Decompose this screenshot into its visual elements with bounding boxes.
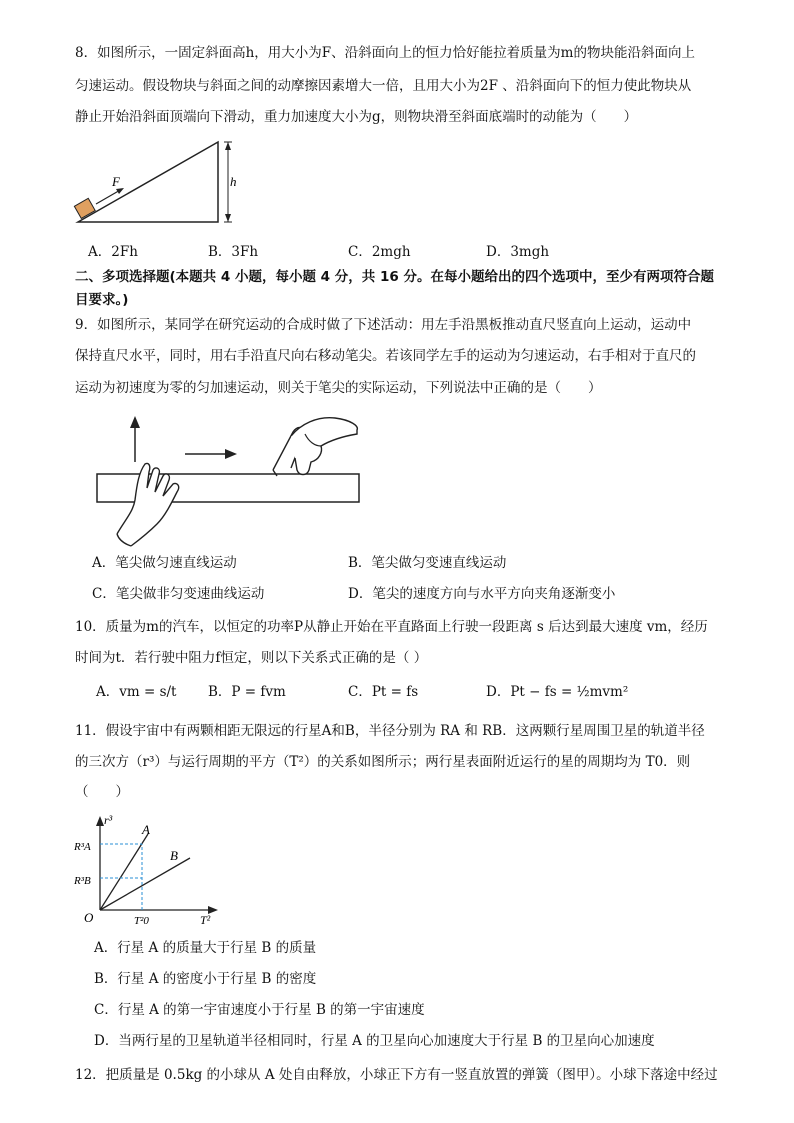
q8-force-label: F — [112, 174, 120, 189]
q11-tick-t0: T²0 — [134, 915, 149, 927]
q11-tick-ra: R³A — [74, 841, 91, 853]
q9-option-d: D．笔尖的速度方向与水平方向夹角逐渐变小 — [348, 586, 616, 602]
q8-option-c: C．2mgh — [348, 244, 411, 260]
q11-line-1: 11．假设宇宙中有两颗相距无限远的行星A和B，半径分别为 RA 和 RB．这两颗行星周围卫星的轨道半径 — [75, 723, 705, 739]
q11-option-a: A．行星 A 的质量大于行星 B 的质量 — [94, 940, 317, 956]
q8-height-label: h — [230, 174, 237, 189]
q11-ylabel: r³ — [104, 813, 113, 827]
q8-incline-figure — [70, 138, 250, 233]
q10-option-b: B．P = fvm — [208, 684, 286, 700]
q11-origin-label: O — [84, 910, 94, 925]
q11-xlabel: T² — [200, 913, 211, 927]
q12-line-1: 12．把质量是 0.5kg 的小球从 A 处自由释放，小球正下方有一竖直放置的弹簧（图甲）。小球下落途中经过 — [75, 1067, 718, 1083]
q11-option-c: C．行星 A 的第一宇宙速度小于行星 B 的第一宇宙速度 — [94, 1002, 425, 1018]
q10-option-a: A．vm = s/t — [96, 684, 177, 700]
q11-graph — [72, 812, 232, 932]
q10-line-2: 时间为t．若行驶中阻力f恒定，则以下关系式正确的是（ ） — [75, 650, 428, 666]
section-2-heading-line-1: 二、多项选择题(本题共 4 小题，每小题 4 分，共 16 分。在每小题给出的四个选项中，至少有两项符合题 — [75, 269, 714, 285]
q9-option-c: C．笔尖做非匀变速曲线运动 — [92, 586, 265, 602]
q8-line-2: 匀速运动。假设物块与斜面之间的动摩擦因素增大一倍，且用大小为2F 、沿斜面向下的恒力使此物块从 — [75, 78, 692, 94]
q9-line-2: 保持直尺水平，同时，用右手沿直尺向右移动笔尖。若该同学左手的运动为匀速运动，右手相对于直尺的 — [75, 348, 696, 364]
q11-line-2: 的三次方（r³）与运行周期的平方（T²）的关系如图所示；两行星表面附近运行的星的周期均为 T0．则 — [75, 754, 691, 770]
q11-line-a-label: A — [142, 822, 150, 837]
q9-option-b: B．笔尖做匀变速直线运动 — [348, 555, 507, 571]
q8-option-d: D．3mgh — [486, 244, 550, 260]
q11-line-b — [100, 858, 190, 910]
q11-line-3: （ ） — [75, 784, 129, 800]
q8-line-3: 静止开始沿斜面顶端向下滑动，重力加速度大小为g，则物块滑至斜面底端时的动能为（ ） — [75, 109, 638, 125]
q11-line-a — [100, 834, 148, 910]
q8-line-1: 8．如图所示，一固定斜面高h，用大小为F、沿斜面向上的恒力恰好能拉着质量为m的物块能沿斜面向上 — [75, 45, 695, 61]
q9-ruler-figure — [95, 412, 375, 547]
q11-line-b-label: B — [170, 848, 178, 863]
q10-line-1: 10．质量为m的汽车，以恒定的功率P从静止开始在平直路面上行驶一段距离 s 后达到最大速度 vm，经历 — [75, 619, 708, 635]
q10-option-c: C．Pt = fs — [348, 684, 419, 700]
q9-option-a: A．笔尖做匀速直线运动 — [92, 555, 237, 571]
q8-option-a: A．2Fh — [88, 244, 138, 260]
section-2-heading-line-2: 目要求。) — [75, 292, 129, 308]
q9-line-1: 9．如图所示，某同学在研究运动的合成时做了下述活动：用左手沿黑板推动直尺竖直向上运动，运动中 — [75, 317, 692, 333]
q11-option-d: D．当两行星的卫星轨道半径相同时，行星 A 的卫星向心加速度大于行星 B 的卫星向心加速度 — [94, 1033, 655, 1049]
q10-option-d: D．Pt − fs = ½mvm² — [486, 684, 629, 700]
q11-option-b: B．行星 A 的密度小于行星 B 的密度 — [94, 971, 317, 987]
q11-tick-rb: R³B — [74, 875, 91, 887]
q9-line-3: 运动为初速度为零的匀加速运动，则关于笔尖的实际运动，下列说法中正确的是（ ） — [75, 380, 602, 396]
q8-option-b: B．3Fh — [208, 244, 259, 260]
